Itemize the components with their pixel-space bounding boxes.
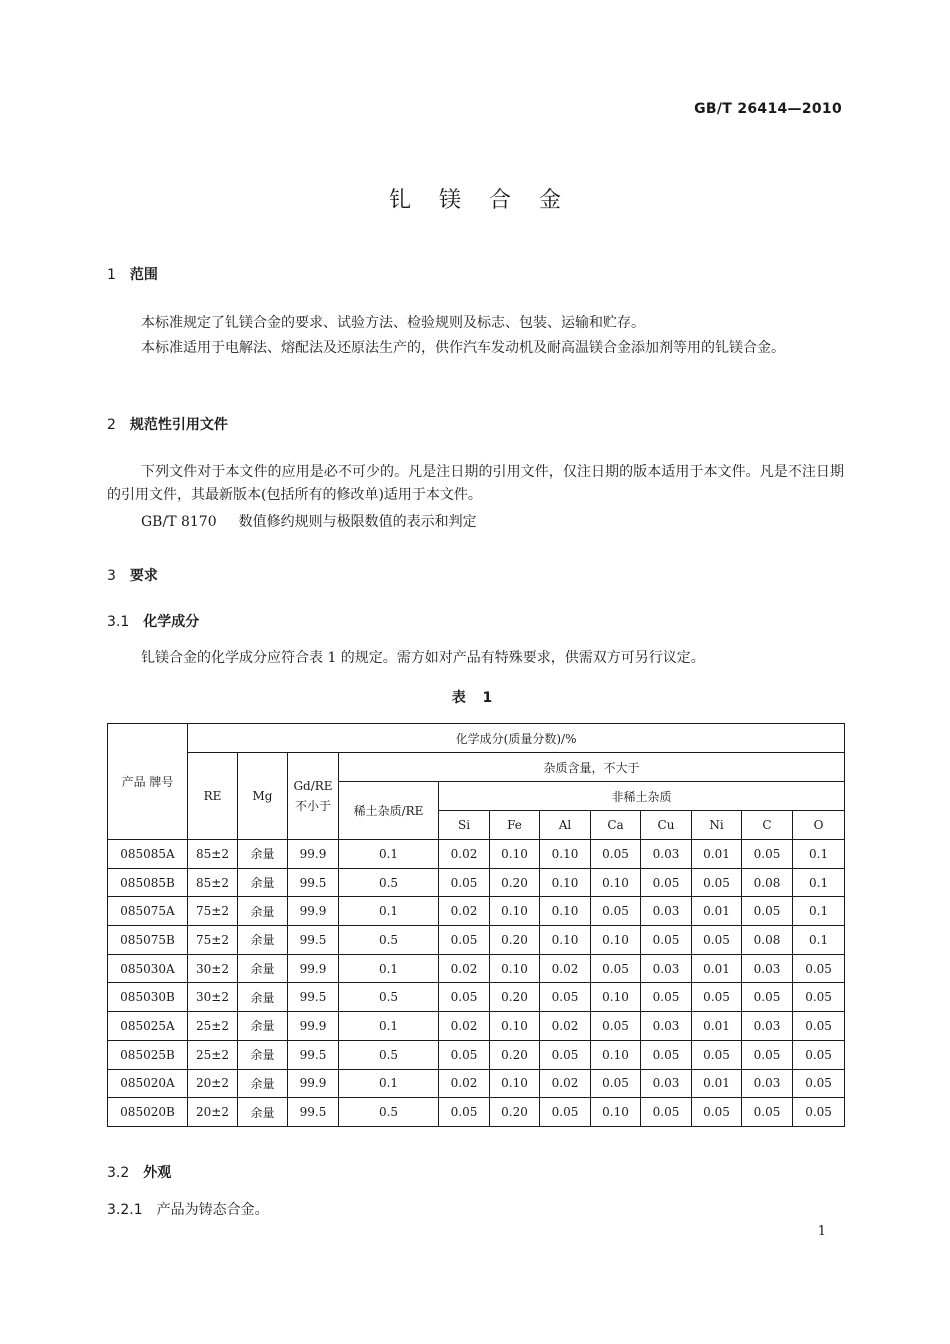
table-cell: 0.10 bbox=[490, 1069, 540, 1098]
table-cell: 0.05 bbox=[439, 926, 490, 955]
table-cell: 0.10 bbox=[540, 897, 591, 926]
table-cell: 0.02 bbox=[439, 897, 490, 926]
table-cell: 0.20 bbox=[490, 926, 540, 955]
paragraph: 钆镁合金的化学成分应符合表 1 的规定。需方如对产品有特殊要求，供需双方可另行议定。 bbox=[141, 650, 705, 666]
table-cell: 0.10 bbox=[490, 840, 540, 869]
table-cell: 0.02 bbox=[540, 954, 591, 983]
clause-text: 产品为铸态合金。 bbox=[156, 1202, 269, 1218]
table-cell: 0.05 bbox=[742, 1098, 793, 1127]
table-cell: 20±2 bbox=[188, 1098, 238, 1127]
table-cell: 0.1 bbox=[793, 926, 845, 955]
paragraph: 本标准适用于电解法、熔配法及还原法生产的，供作汽车发动机及耐高温镁合金添加剂等用的钆镁合金。 bbox=[141, 340, 785, 356]
table-cell: 余量 bbox=[238, 1012, 288, 1041]
table-cell: 75±2 bbox=[188, 926, 238, 955]
chemical-composition-table bbox=[107, 723, 845, 1127]
table-cell: 0.05 bbox=[692, 868, 742, 897]
table-cell: 0.03 bbox=[641, 1012, 692, 1041]
table-cell: 0.03 bbox=[641, 954, 692, 983]
cell-product-grade: 085020A bbox=[108, 1069, 188, 1098]
table-cell: 0.05 bbox=[742, 840, 793, 869]
table-cell: 99.9 bbox=[288, 1069, 339, 1098]
table-cell: 余量 bbox=[238, 954, 288, 983]
clause-3-2-1 bbox=[107, 1199, 269, 1219]
table-cell: 0.08 bbox=[742, 868, 793, 897]
table-cell: 99.5 bbox=[288, 868, 339, 897]
table-cell: 0.05 bbox=[540, 1098, 591, 1127]
table-cell: 0.05 bbox=[641, 1040, 692, 1069]
table-cell: 0.1 bbox=[793, 840, 845, 869]
table-cell: 0.02 bbox=[540, 1012, 591, 1041]
table-cell: 99.9 bbox=[288, 1012, 339, 1041]
table-cell: 0.10 bbox=[490, 897, 540, 926]
table-cell: 99.5 bbox=[288, 1040, 339, 1069]
table-cell: 0.03 bbox=[742, 1012, 793, 1041]
header-product-grade: 产品 牌号 bbox=[108, 724, 188, 840]
table-cell: 0.01 bbox=[692, 897, 742, 926]
section-3-1-heading bbox=[107, 611, 199, 631]
table-row bbox=[108, 983, 845, 1012]
table-row bbox=[108, 897, 845, 926]
section-number: 1 bbox=[107, 267, 116, 283]
table-cell: 0.05 bbox=[641, 983, 692, 1012]
table-cell: 99.9 bbox=[288, 840, 339, 869]
table-cell: 0.02 bbox=[439, 1012, 490, 1041]
table-cell: 0.02 bbox=[439, 840, 490, 869]
table-cell: 99.5 bbox=[288, 1098, 339, 1127]
table-row bbox=[108, 868, 845, 897]
table-cell: 0.05 bbox=[692, 926, 742, 955]
table-cell: 0.05 bbox=[540, 983, 591, 1012]
table-cell: 0.02 bbox=[540, 1069, 591, 1098]
table-cell: 余量 bbox=[238, 840, 288, 869]
table-cell: 余量 bbox=[238, 1040, 288, 1069]
table-cell: 0.05 bbox=[591, 954, 641, 983]
reference-title: 数值修约规则与极限数值的表示和判定 bbox=[238, 514, 477, 530]
section-title: 外观 bbox=[143, 1165, 172, 1181]
table-cell: 30±2 bbox=[188, 954, 238, 983]
table-cell: 0.1 bbox=[339, 840, 439, 869]
table-cell: 0.10 bbox=[591, 1098, 641, 1127]
section-3-heading bbox=[107, 565, 158, 585]
cell-product-grade: 085025B bbox=[108, 1040, 188, 1069]
cell-product-grade: 085085B bbox=[108, 868, 188, 897]
table-cell: 0.10 bbox=[540, 868, 591, 897]
table-cell: 0.05 bbox=[793, 1098, 845, 1127]
table-cell: 0.01 bbox=[692, 1012, 742, 1041]
table-cell: 0.05 bbox=[793, 1012, 845, 1041]
table-cell: 0.03 bbox=[641, 1069, 692, 1098]
table-cell: 0.20 bbox=[490, 868, 540, 897]
header-element: Fe bbox=[490, 811, 540, 840]
table-cell: 0.05 bbox=[692, 983, 742, 1012]
cell-product-grade: 085075B bbox=[108, 926, 188, 955]
table-cell: 0.05 bbox=[692, 1040, 742, 1069]
table-cell: 0.05 bbox=[692, 1098, 742, 1127]
table-cell: 0.10 bbox=[540, 840, 591, 869]
table-cell: 0.01 bbox=[692, 840, 742, 869]
table-cell: 0.5 bbox=[339, 1098, 439, 1127]
table-cell: 0.20 bbox=[490, 1040, 540, 1069]
table-cell: 余量 bbox=[238, 897, 288, 926]
section-2-heading bbox=[107, 414, 228, 434]
header-element: Ca bbox=[591, 811, 641, 840]
section-title: 化学成分 bbox=[143, 614, 200, 630]
table-row bbox=[108, 840, 845, 869]
table-cell: 0.03 bbox=[641, 840, 692, 869]
table-cell: 99.9 bbox=[288, 897, 339, 926]
table-cell: 0.10 bbox=[591, 1040, 641, 1069]
section-number: 3 bbox=[107, 568, 116, 584]
table-row bbox=[108, 1040, 845, 1069]
header-re: RE bbox=[188, 753, 238, 840]
table-cell: 0.20 bbox=[490, 983, 540, 1012]
table-cell: 0.5 bbox=[339, 983, 439, 1012]
table-cell: 余量 bbox=[238, 926, 288, 955]
table-cell: 0.1 bbox=[793, 897, 845, 926]
cell-product-grade: 085075A bbox=[108, 897, 188, 926]
table-cell: 0.10 bbox=[591, 868, 641, 897]
table-cell: 0.10 bbox=[540, 926, 591, 955]
cell-product-grade: 085030A bbox=[108, 954, 188, 983]
table-cell: 0.02 bbox=[439, 954, 490, 983]
table-cell: 0.05 bbox=[742, 1040, 793, 1069]
table-cell: 0.1 bbox=[793, 868, 845, 897]
header-non-re-impurity: 非稀土杂质 bbox=[439, 782, 845, 811]
table-cell: 0.05 bbox=[540, 1040, 591, 1069]
section-number: 3.1 bbox=[107, 614, 130, 630]
header-re-impurity: 稀土杂质/RE bbox=[339, 782, 439, 840]
table-cell: 余量 bbox=[238, 983, 288, 1012]
table-row bbox=[108, 1012, 845, 1041]
table-cell: 0.05 bbox=[793, 1069, 845, 1098]
standard-code: GB/T 26414—2010 bbox=[694, 101, 842, 117]
table-cell: 0.05 bbox=[742, 897, 793, 926]
table-cell: 85±2 bbox=[188, 840, 238, 869]
table-cell: 0.05 bbox=[742, 983, 793, 1012]
table-cell: 0.02 bbox=[439, 1069, 490, 1098]
table-cell: 0.05 bbox=[641, 868, 692, 897]
table-cell: 0.01 bbox=[692, 1069, 742, 1098]
document-title: 钆镁合金 bbox=[388, 188, 589, 213]
table-cell: 0.10 bbox=[490, 954, 540, 983]
table-cell: 0.05 bbox=[439, 983, 490, 1012]
reference-code: GB/T 8170 bbox=[141, 514, 217, 530]
table-cell: 0.05 bbox=[439, 1098, 490, 1127]
table-cell: 0.5 bbox=[339, 926, 439, 955]
table-cell: 0.1 bbox=[339, 1069, 439, 1098]
table-row bbox=[108, 926, 845, 955]
table-cell: 99.5 bbox=[288, 983, 339, 1012]
table-cell: 99.9 bbox=[288, 954, 339, 983]
header-element: O bbox=[793, 811, 845, 840]
table-cell: 0.20 bbox=[490, 1098, 540, 1127]
table-cell: 0.05 bbox=[793, 954, 845, 983]
table-cell: 0.10 bbox=[591, 926, 641, 955]
table-cell: 0.08 bbox=[742, 926, 793, 955]
section-title: 规范性引用文件 bbox=[129, 417, 228, 433]
table-cell: 0.5 bbox=[339, 1040, 439, 1069]
section-number: 2 bbox=[107, 417, 116, 433]
section-3-2-heading bbox=[107, 1162, 171, 1182]
header-impurity: 杂质含量，不大于 bbox=[339, 753, 845, 782]
table-cell: 0.1 bbox=[339, 1012, 439, 1041]
page-number: 1 bbox=[817, 1224, 826, 1239]
clause-number: 3.2.1 bbox=[107, 1202, 143, 1218]
section-title: 要求 bbox=[129, 568, 158, 584]
table-row bbox=[108, 954, 845, 983]
table-cell: 0.10 bbox=[490, 1012, 540, 1041]
section-number: 3.2 bbox=[107, 1165, 130, 1181]
table-cell: 0.05 bbox=[591, 1012, 641, 1041]
table-cell: 余量 bbox=[238, 1069, 288, 1098]
cell-product-grade: 085025A bbox=[108, 1012, 188, 1041]
table-cell: 余量 bbox=[238, 1098, 288, 1127]
table-cell: 0.05 bbox=[591, 840, 641, 869]
table-cell: 99.5 bbox=[288, 926, 339, 955]
table-caption: 表 1 bbox=[451, 690, 499, 706]
table-cell: 0.03 bbox=[641, 897, 692, 926]
cell-product-grade: 085020B bbox=[108, 1098, 188, 1127]
header-element: Si bbox=[439, 811, 490, 840]
header-element: Ni bbox=[692, 811, 742, 840]
table-cell: 0.05 bbox=[439, 868, 490, 897]
table-cell: 30±2 bbox=[188, 983, 238, 1012]
header-mg: Mg bbox=[238, 753, 288, 840]
paragraph: 本标准规定了钆镁合金的要求、试验方法、检验规则及标志、包装、运输和贮存。 bbox=[141, 315, 645, 331]
cell-product-grade: 085085A bbox=[108, 840, 188, 869]
table-row bbox=[108, 1098, 845, 1127]
reference-entry bbox=[107, 511, 844, 534]
table-cell: 0.05 bbox=[641, 1098, 692, 1127]
table-cell: 0.1 bbox=[339, 954, 439, 983]
table-row bbox=[108, 1069, 845, 1098]
table-cell: 85±2 bbox=[188, 868, 238, 897]
table-cell: 20±2 bbox=[188, 1069, 238, 1098]
table-cell: 0.03 bbox=[742, 1069, 793, 1098]
header-chemical-composition: 化学成分(质量分数)/% bbox=[188, 724, 845, 753]
section-1-heading bbox=[107, 264, 158, 284]
table-cell: 0.5 bbox=[339, 868, 439, 897]
table-cell: 0.05 bbox=[439, 1040, 490, 1069]
header-element: Al bbox=[540, 811, 591, 840]
header-gd-re: Gd/RE 不小于 bbox=[288, 753, 339, 840]
table-cell: 0.10 bbox=[591, 983, 641, 1012]
cell-product-grade: 085030B bbox=[108, 983, 188, 1012]
table-cell: 0.05 bbox=[793, 983, 845, 1012]
header-element: Cu bbox=[641, 811, 692, 840]
table-cell: 0.05 bbox=[641, 926, 692, 955]
section-title: 范围 bbox=[129, 267, 158, 283]
table-cell: 0.01 bbox=[692, 954, 742, 983]
table-cell: 0.1 bbox=[339, 897, 439, 926]
table-cell: 25±2 bbox=[188, 1040, 238, 1069]
table-cell: 25±2 bbox=[188, 1012, 238, 1041]
table-cell: 0.05 bbox=[591, 897, 641, 926]
paragraph: 下列文件对于本文件的应用是必不可少的。凡是注日期的引用文件，仅注日期的版本适用于本文件。凡是不注日期的引用文件，其最新版本(包括所有的修改单)适用于本文件。 bbox=[107, 464, 844, 503]
table-cell: 75±2 bbox=[188, 897, 238, 926]
table-cell: 余量 bbox=[238, 868, 288, 897]
table-cell: 0.05 bbox=[793, 1040, 845, 1069]
table-cell: 0.03 bbox=[742, 954, 793, 983]
table-cell: 0.05 bbox=[591, 1069, 641, 1098]
header-element: C bbox=[742, 811, 793, 840]
